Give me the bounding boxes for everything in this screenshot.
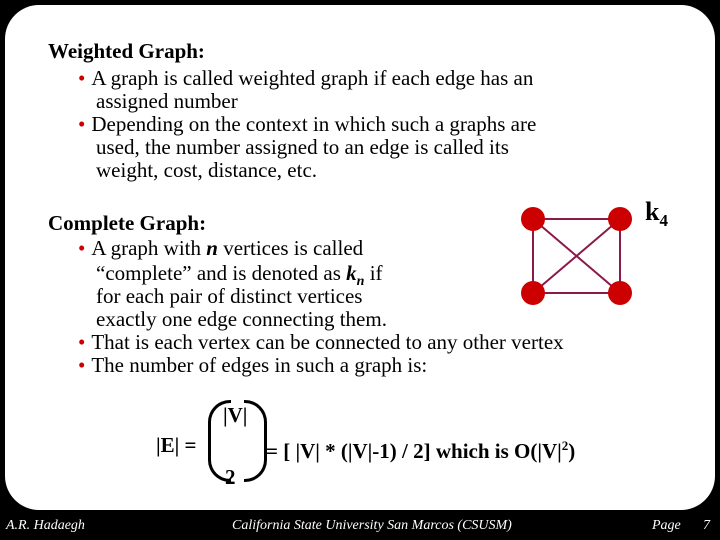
complete-bullet-3-text: The number of edges in such a graph is: [91,353,428,377]
variable-n: n [206,236,218,260]
binomial-top: |V| [223,403,248,427]
weighted-bullet-1-line-2: assigned number [96,89,238,113]
footer-author: A.R. Hadaegh [6,518,85,533]
formula-rhs-text: = [ |V| * (|V|-1) / 2] which is O(|V| [266,439,562,463]
vertex-top-right [608,207,632,231]
complete-bullet-2-text: That is each vertex can be connected to any other vertex [91,330,564,354]
bullet-icon: • [78,353,86,377]
complete-bullet-1-text: A graph with [91,236,207,260]
formula-exponent: 2 [561,438,569,453]
formula-rhs-close: ) [568,439,576,463]
vertex-bottom-left [521,281,545,305]
k4-edges [533,219,620,293]
footer-page-label: Page [652,518,681,533]
vertex-bottom-right [608,281,632,305]
bullet-icon: • [78,112,86,136]
complete-graph-heading: Complete Graph: [48,211,207,235]
bullet-icon: • [78,236,86,260]
weighted-bullet-2-line-2: used, the number assigned to an edge is called its [96,135,509,159]
weighted-graph-heading: Weighted Graph: [48,39,205,63]
weighted-bullet-2-line-3: weight, cost, distance, etc. [96,158,318,182]
complete-bullet-1-line-3: for each pair of distinct vertices [96,284,363,308]
binomial-bottom: 2 [225,465,236,489]
formula-rhs [266,434,575,463]
right-parenthesis [244,400,267,482]
k4-label-base: k [645,197,660,226]
complete-line-2-text-end: if [364,261,383,285]
weighted-bullet-2-line-1: Depending on the context in which such a graphs are [91,112,537,136]
variable-k: k [346,261,357,285]
complete-line-2-text: “complete” and is denoted as [96,261,347,285]
vertex-top-left [521,207,545,231]
formula-lhs: |E| = [156,433,197,457]
bullet-icon: • [78,330,86,354]
bullet-icon: • [78,66,86,90]
k4-label-subscript: 4 [659,211,668,231]
footer-institution: California State University San Marcos (CSUSM) [232,518,512,533]
footer-page-number: 7 [703,518,710,533]
complete-bullet-1-text-end: vertices is called [217,236,364,260]
weighted-bullet-1-line-1: A graph is called weighted graph if each edge has an [91,66,534,90]
complete-bullet-1-line-4: exactly one edge connecting them. [96,307,387,331]
variable-k-subscript: n [356,274,365,290]
k4-label [645,198,668,235]
